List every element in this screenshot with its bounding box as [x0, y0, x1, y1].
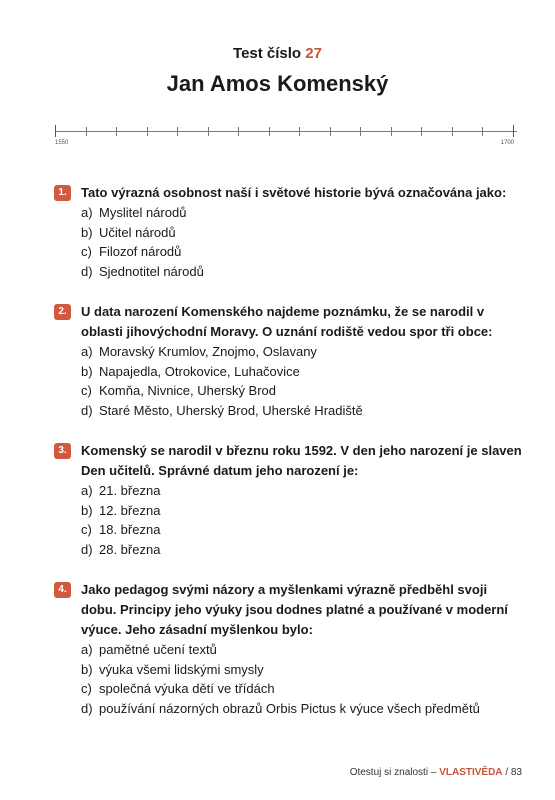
timeline-tick [421, 127, 422, 136]
option-letter: b) [81, 224, 93, 240]
options-list [54, 481, 524, 559]
timeline-end-label: 1700 [500, 140, 514, 146]
option-letter: a) [81, 205, 93, 220]
option-letter: d) [81, 402, 93, 418]
option-text: Komňa, Nivnice, Uherský Brod [99, 383, 277, 398]
option-item[interactable] [81, 342, 524, 362]
option-letter: b) [81, 363, 93, 379]
option-text: společná výuka dětí ve třídách [99, 681, 275, 696]
question-number-badge: 4. [54, 582, 71, 598]
question-number-badge: 3. [54, 443, 71, 459]
timeline-tick [513, 125, 514, 137]
option-text: Filozof národů [99, 244, 182, 259]
timeline-tick [116, 127, 117, 136]
question-2 [54, 302, 524, 420]
option-text: 28. března [99, 541, 161, 557]
question-4 [54, 580, 524, 718]
test-label-text: Test číslo [233, 45, 302, 62]
option-text: Napajedla, Otrokovice, Luhačovice [99, 363, 300, 379]
question-prompt: U data narození Komenského najdeme poznámku, že se narodil v oblasti jihovýchodní Moravy. O uznání rodiště vedou spor tři obce: [81, 304, 493, 339]
timeline [55, 124, 517, 154]
option-letter: c) [81, 522, 92, 537]
timeline-tick [299, 127, 300, 136]
timeline-tick [452, 127, 453, 136]
timeline-tick [269, 127, 270, 136]
option-item[interactable] [81, 540, 524, 560]
page-footer [350, 767, 522, 778]
timeline-tick [238, 127, 239, 136]
footer-prefix: Otestuj si znalosti – [349, 767, 437, 778]
option-letter: c) [81, 244, 92, 259]
option-letter: b) [81, 502, 93, 518]
option-item[interactable] [81, 242, 524, 262]
question-3 [54, 441, 524, 559]
test-number: 27 [305, 45, 322, 62]
page-header [0, 44, 555, 98]
timeline-tick [391, 127, 392, 136]
option-item[interactable] [81, 699, 524, 719]
page-title: Jan Amos Komenský [166, 71, 389, 96]
option-text: Myslitel národů [99, 205, 187, 220]
option-item[interactable] [81, 660, 524, 680]
option-letter: c) [81, 681, 92, 696]
question-prompt: Tato výrazná osobnost naší i světové historie bývá označována jako: [81, 185, 507, 200]
timeline-axis [55, 131, 517, 132]
question-text [54, 183, 524, 203]
option-text: 12. března [99, 502, 161, 518]
footer-page-number: / 83 [505, 767, 522, 778]
option-letter: d) [81, 700, 93, 716]
option-text: 18. března [99, 522, 161, 537]
timeline-tick [330, 127, 331, 136]
option-text: Moravský Krumlov, Znojmo, Oslavany [99, 344, 317, 359]
question-1 [54, 183, 524, 281]
option-item[interactable] [81, 501, 524, 521]
option-item[interactable] [81, 401, 524, 421]
option-letter: d) [81, 263, 93, 279]
options-list [54, 640, 524, 718]
question-text [54, 302, 524, 342]
option-item[interactable] [81, 381, 524, 401]
option-item[interactable] [81, 640, 524, 660]
option-text: 21. března [99, 483, 161, 498]
options-list [54, 342, 524, 420]
timeline-tick [482, 127, 483, 136]
timeline-tick [177, 127, 178, 136]
option-text: Učitel národů [99, 224, 176, 240]
option-item[interactable] [81, 520, 524, 540]
timeline-start-label: 1550 [55, 140, 69, 146]
footer-subject: VLASTIVĚDA [439, 767, 503, 778]
timeline-tick [208, 127, 209, 136]
option-item[interactable] [81, 262, 524, 282]
timeline-tick [147, 127, 148, 136]
option-letter: c) [81, 383, 92, 398]
options-list [54, 203, 524, 281]
option-text: pamětné učení textů [99, 642, 217, 657]
option-item[interactable] [81, 203, 524, 223]
question-number-badge: 2. [54, 304, 71, 320]
option-item[interactable] [81, 481, 524, 501]
option-text: Sjednotitel národů [99, 263, 204, 279]
option-text: Staré Město, Uherský Brod, Uherské Hradiště [99, 402, 363, 418]
option-letter: b) [81, 661, 93, 677]
question-number-badge: 1. [54, 185, 71, 201]
question-prompt: Jako pedagog svými názory a myšlenkami výrazně předběhl svoji dobu. Principy jeho výuky jsou dodnes platné a používané v moderní výuce. Jeho zásadní myšlenkou bylo: [81, 582, 508, 637]
question-prompt: Komenský se narodil v březnu roku 1592. V den jeho narození je slaven Den učitelů. Správné datum jeho narození je: [81, 443, 522, 478]
timeline-tick [86, 127, 87, 136]
question-text [54, 441, 524, 481]
option-letter: d) [81, 541, 93, 557]
test-label [0, 44, 555, 64]
option-text: výuka všemi lidskými smysly [99, 661, 264, 677]
option-text: používání názorných obrazů Orbis Pictus k výuce všech předmětů [99, 700, 480, 716]
question-text [54, 580, 524, 640]
option-item[interactable] [81, 362, 524, 382]
option-letter: a) [81, 642, 93, 657]
timeline-tick [360, 127, 361, 136]
timeline-tick [55, 125, 56, 137]
option-letter: a) [81, 344, 93, 359]
option-letter: a) [81, 483, 93, 498]
option-item[interactable] [81, 223, 524, 243]
option-item[interactable] [81, 679, 524, 699]
